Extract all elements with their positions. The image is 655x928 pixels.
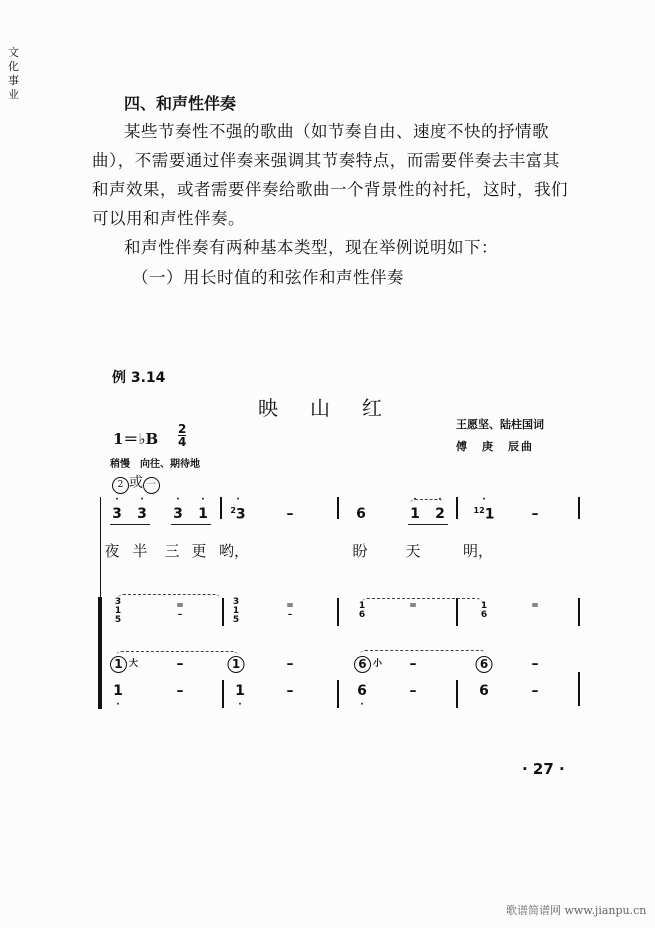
note-digit: 1 [198, 506, 208, 522]
melody-note [173, 495, 183, 522]
time-signature [178, 423, 186, 448]
lyric-syllable: 明， [462, 542, 494, 560]
octave-dot-high: · [438, 495, 442, 505]
chord-notes: = – [176, 601, 184, 620]
note-digit: 1 [235, 683, 245, 699]
note-digit: 1 [113, 683, 123, 699]
beam [408, 524, 448, 525]
bass-note [479, 684, 489, 698]
lyric-syllable: 哟， [218, 542, 250, 560]
watermark: 歌谱简谱网 www.jianpu.cn [506, 904, 647, 917]
lyricist: 王愿坚、陆柱国词 [456, 418, 544, 431]
note-digit: 1 [410, 506, 420, 522]
section-heading: 四、和声性伴奏 [124, 94, 237, 113]
note-digit: – [176, 683, 184, 699]
barline [220, 497, 222, 519]
melody-note [410, 495, 420, 522]
circled-root: 1 [110, 656, 127, 673]
note-digit: – [286, 683, 294, 699]
octave-dot-low: · [360, 700, 364, 710]
root-note [410, 655, 417, 673]
slur [116, 651, 238, 656]
lyric-syllable: 三 [164, 542, 180, 560]
note-digit: 3 [137, 506, 147, 522]
octave-dot-high: · [176, 495, 180, 505]
chord-stack [409, 602, 417, 611]
note-digit: 6 [356, 506, 366, 522]
note-digit: – [286, 506, 294, 522]
chord-notes: = [409, 601, 417, 611]
composer: 傅 庚 辰曲 [456, 440, 534, 453]
octave-dot-high: · [236, 495, 240, 505]
circled-number: 一 [143, 477, 160, 494]
melody-note [198, 495, 208, 522]
barline [578, 598, 580, 626]
chord-notes: = [531, 601, 539, 611]
note-digit: – [531, 506, 539, 522]
time-sig-bottom: 4 [178, 435, 187, 449]
bass-note [235, 683, 245, 710]
chord-quality: 小 [372, 659, 383, 669]
chord-stack [286, 602, 294, 620]
note-digit: – [531, 683, 539, 699]
chord-stack [233, 598, 239, 625]
slur [360, 650, 486, 655]
bass-note [287, 684, 294, 698]
melody-note [473, 495, 495, 523]
barline [578, 497, 580, 519]
bass-note [357, 683, 367, 710]
note-digit: 3 [112, 506, 122, 522]
chord-notes: 1 6 [358, 601, 366, 620]
lyric-syllable: 盼 [352, 542, 368, 560]
melody-note [435, 495, 445, 522]
lyric-syllable: 更 [191, 542, 207, 560]
chord-stack [481, 602, 487, 620]
chord-quality: 大 [128, 659, 139, 669]
chord-stack [115, 598, 121, 625]
octave-dot-high: · [201, 495, 205, 505]
note-digit: – [409, 683, 417, 699]
octave-dot-high: · [115, 495, 119, 505]
barline [456, 680, 458, 708]
octave-dot-low: · [116, 700, 120, 710]
chord-notes: 1 6 [480, 601, 488, 620]
key-signature: 1＝♭B [113, 430, 159, 448]
bass-note [113, 683, 123, 710]
root-note [532, 655, 539, 673]
chord-notes: 3 1 5 [114, 597, 122, 625]
melody-note [287, 507, 294, 521]
hold-dash: – [176, 656, 184, 672]
barline [337, 497, 339, 519]
subheading: （一）用长时值的和弦作和声性伴奏 [132, 268, 404, 287]
barline [222, 598, 224, 626]
octave-dot-high: · [482, 495, 486, 505]
note-digit: 3 [173, 506, 183, 522]
lyric-syllable: 夜 [104, 542, 120, 560]
note-digit: 2 [435, 506, 445, 522]
page-number: · 27 · [522, 760, 565, 778]
melody-note [532, 507, 539, 521]
paragraph-line: 曲），不需要通过伴奏来强调其节奏特点，而需要伴奏去丰富其 [92, 151, 560, 170]
slur [118, 594, 220, 599]
octave-dot-low: · [238, 700, 242, 710]
slur [362, 598, 482, 603]
grace-note: 12 [473, 506, 485, 515]
hold-dash: – [409, 656, 417, 672]
root-note [110, 655, 138, 673]
margin-marks: 文化事业 [8, 46, 19, 101]
example-label: 例 3.14 [112, 370, 166, 386]
chord-stack [531, 602, 539, 611]
chord-notes: 3 1 5 [232, 597, 240, 625]
root-note [476, 655, 493, 673]
slur [410, 499, 444, 504]
root-note [354, 655, 382, 673]
chord-stack [359, 602, 365, 620]
circled-root: 6 [476, 656, 493, 673]
tempo-marking: 稍慢 向往、期待地 [110, 459, 200, 470]
grace-note: 2 [230, 506, 236, 515]
melody-note [230, 495, 246, 523]
barline [337, 680, 339, 708]
time-sig-top: 2 [178, 422, 187, 436]
paragraph-line: 和声效果，或者需要伴奏给歌曲一个背景性的衬托，这时，我们 [92, 180, 568, 199]
barline [456, 497, 458, 519]
paragraph-2: 和声性伴奏有两种基本类型，现在举例说明如下： [124, 238, 498, 257]
barline [337, 598, 339, 626]
root-note [177, 655, 184, 673]
octave-dot-high: · [413, 495, 417, 505]
barline [578, 672, 580, 706]
chord-stack [176, 602, 184, 620]
melody-note [137, 495, 147, 522]
root-note [228, 655, 245, 673]
song-title: 映 山 红 [258, 396, 388, 420]
bass-note [177, 684, 184, 698]
chord-type-mark [112, 474, 160, 492]
barline [222, 680, 224, 708]
beam [110, 524, 150, 525]
octave-dot-high: · [140, 495, 144, 505]
melody-note [356, 507, 366, 521]
beam [171, 524, 211, 525]
piano-brace [98, 597, 102, 709]
paragraph-line: 某些节奏性不强的歌曲（如节奏自由、速度不快的抒情歌 [124, 122, 549, 141]
bass-note [532, 684, 539, 698]
note-digit: 1 [484, 506, 495, 523]
hold-dash: – [286, 656, 294, 672]
circled-root: 6 [354, 656, 371, 673]
note-digit: 6 [357, 683, 367, 699]
melody-note [112, 495, 122, 522]
bass-note [410, 684, 417, 698]
system-line [100, 497, 101, 597]
circled-root: 1 [228, 656, 245, 673]
or-text: 或 [129, 475, 143, 491]
note-digit: 6 [479, 683, 489, 699]
note-digit: 3 [235, 506, 246, 523]
lyric-syllable: 天 [405, 542, 421, 560]
root-note [287, 655, 294, 673]
paragraph-line: 可以用和声性伴奏。 [92, 209, 245, 228]
chord-notes: = – [286, 601, 294, 620]
lyric-syllable: 半 [132, 542, 148, 560]
circled-number: 2 [112, 477, 129, 494]
hold-dash: – [531, 656, 539, 672]
